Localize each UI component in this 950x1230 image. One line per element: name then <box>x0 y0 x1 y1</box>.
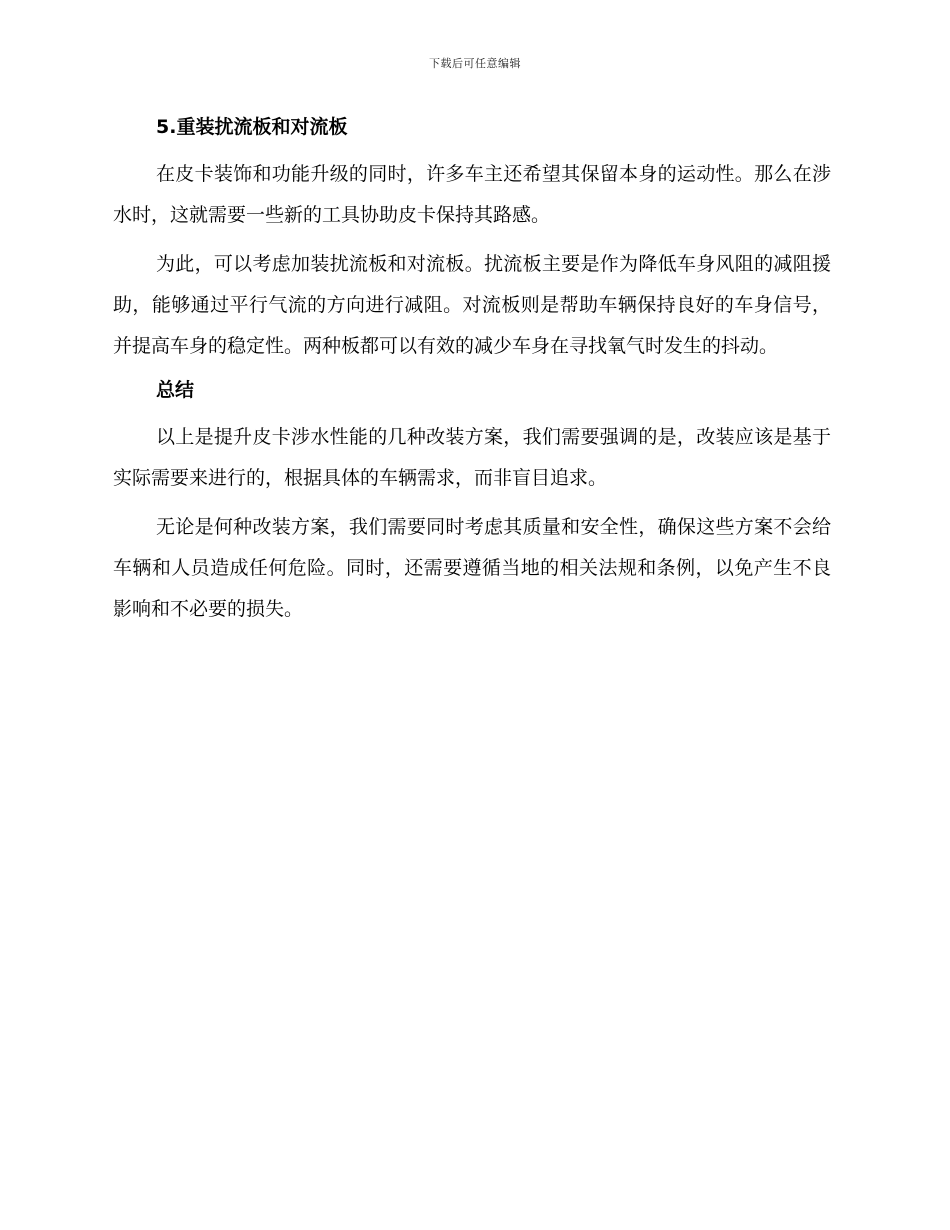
paragraph: 以上是提升皮卡涉水性能的几种改装方案，我们需要强调的是，改装应该是基于实际需要来进行的，根据具体的车辆需求，而非盲目追求。 <box>113 426 831 489</box>
document-body <box>113 112 831 638</box>
header-note: 下载后可任意编辑 <box>429 57 521 70</box>
section-heading-spoiler: 5.重装扰流板和对流板 <box>156 116 348 138</box>
paragraph: 为此，可以考虑加装扰流板和对流板。扰流板主要是作为降低车身风阻的减阻援助，能够通过平行气流的方向进行减阻。对流板则是帮助车辆保持良好的车身信号，并提高车身的稳定性。两种板都可以有效的减少车身在寻找氧气时发生的抖动。 <box>113 253 831 357</box>
paragraph: 在皮卡装饰和功能升级的同时，许多车主还希望其保留本身的运动性。那么在涉水时，这就需要一些新的工具协助皮卡保持其路感。 <box>113 163 831 226</box>
paragraph: 无论是何种改装方案，我们需要同时考虑其质量和安全性，确保这些方案不会给车辆和人员造成任何危险。同时，还需要遵循当地的相关法规和条例，以免产生不良影响和不必要的损失。 <box>113 516 831 620</box>
section-heading-summary: 总结 <box>156 379 195 401</box>
